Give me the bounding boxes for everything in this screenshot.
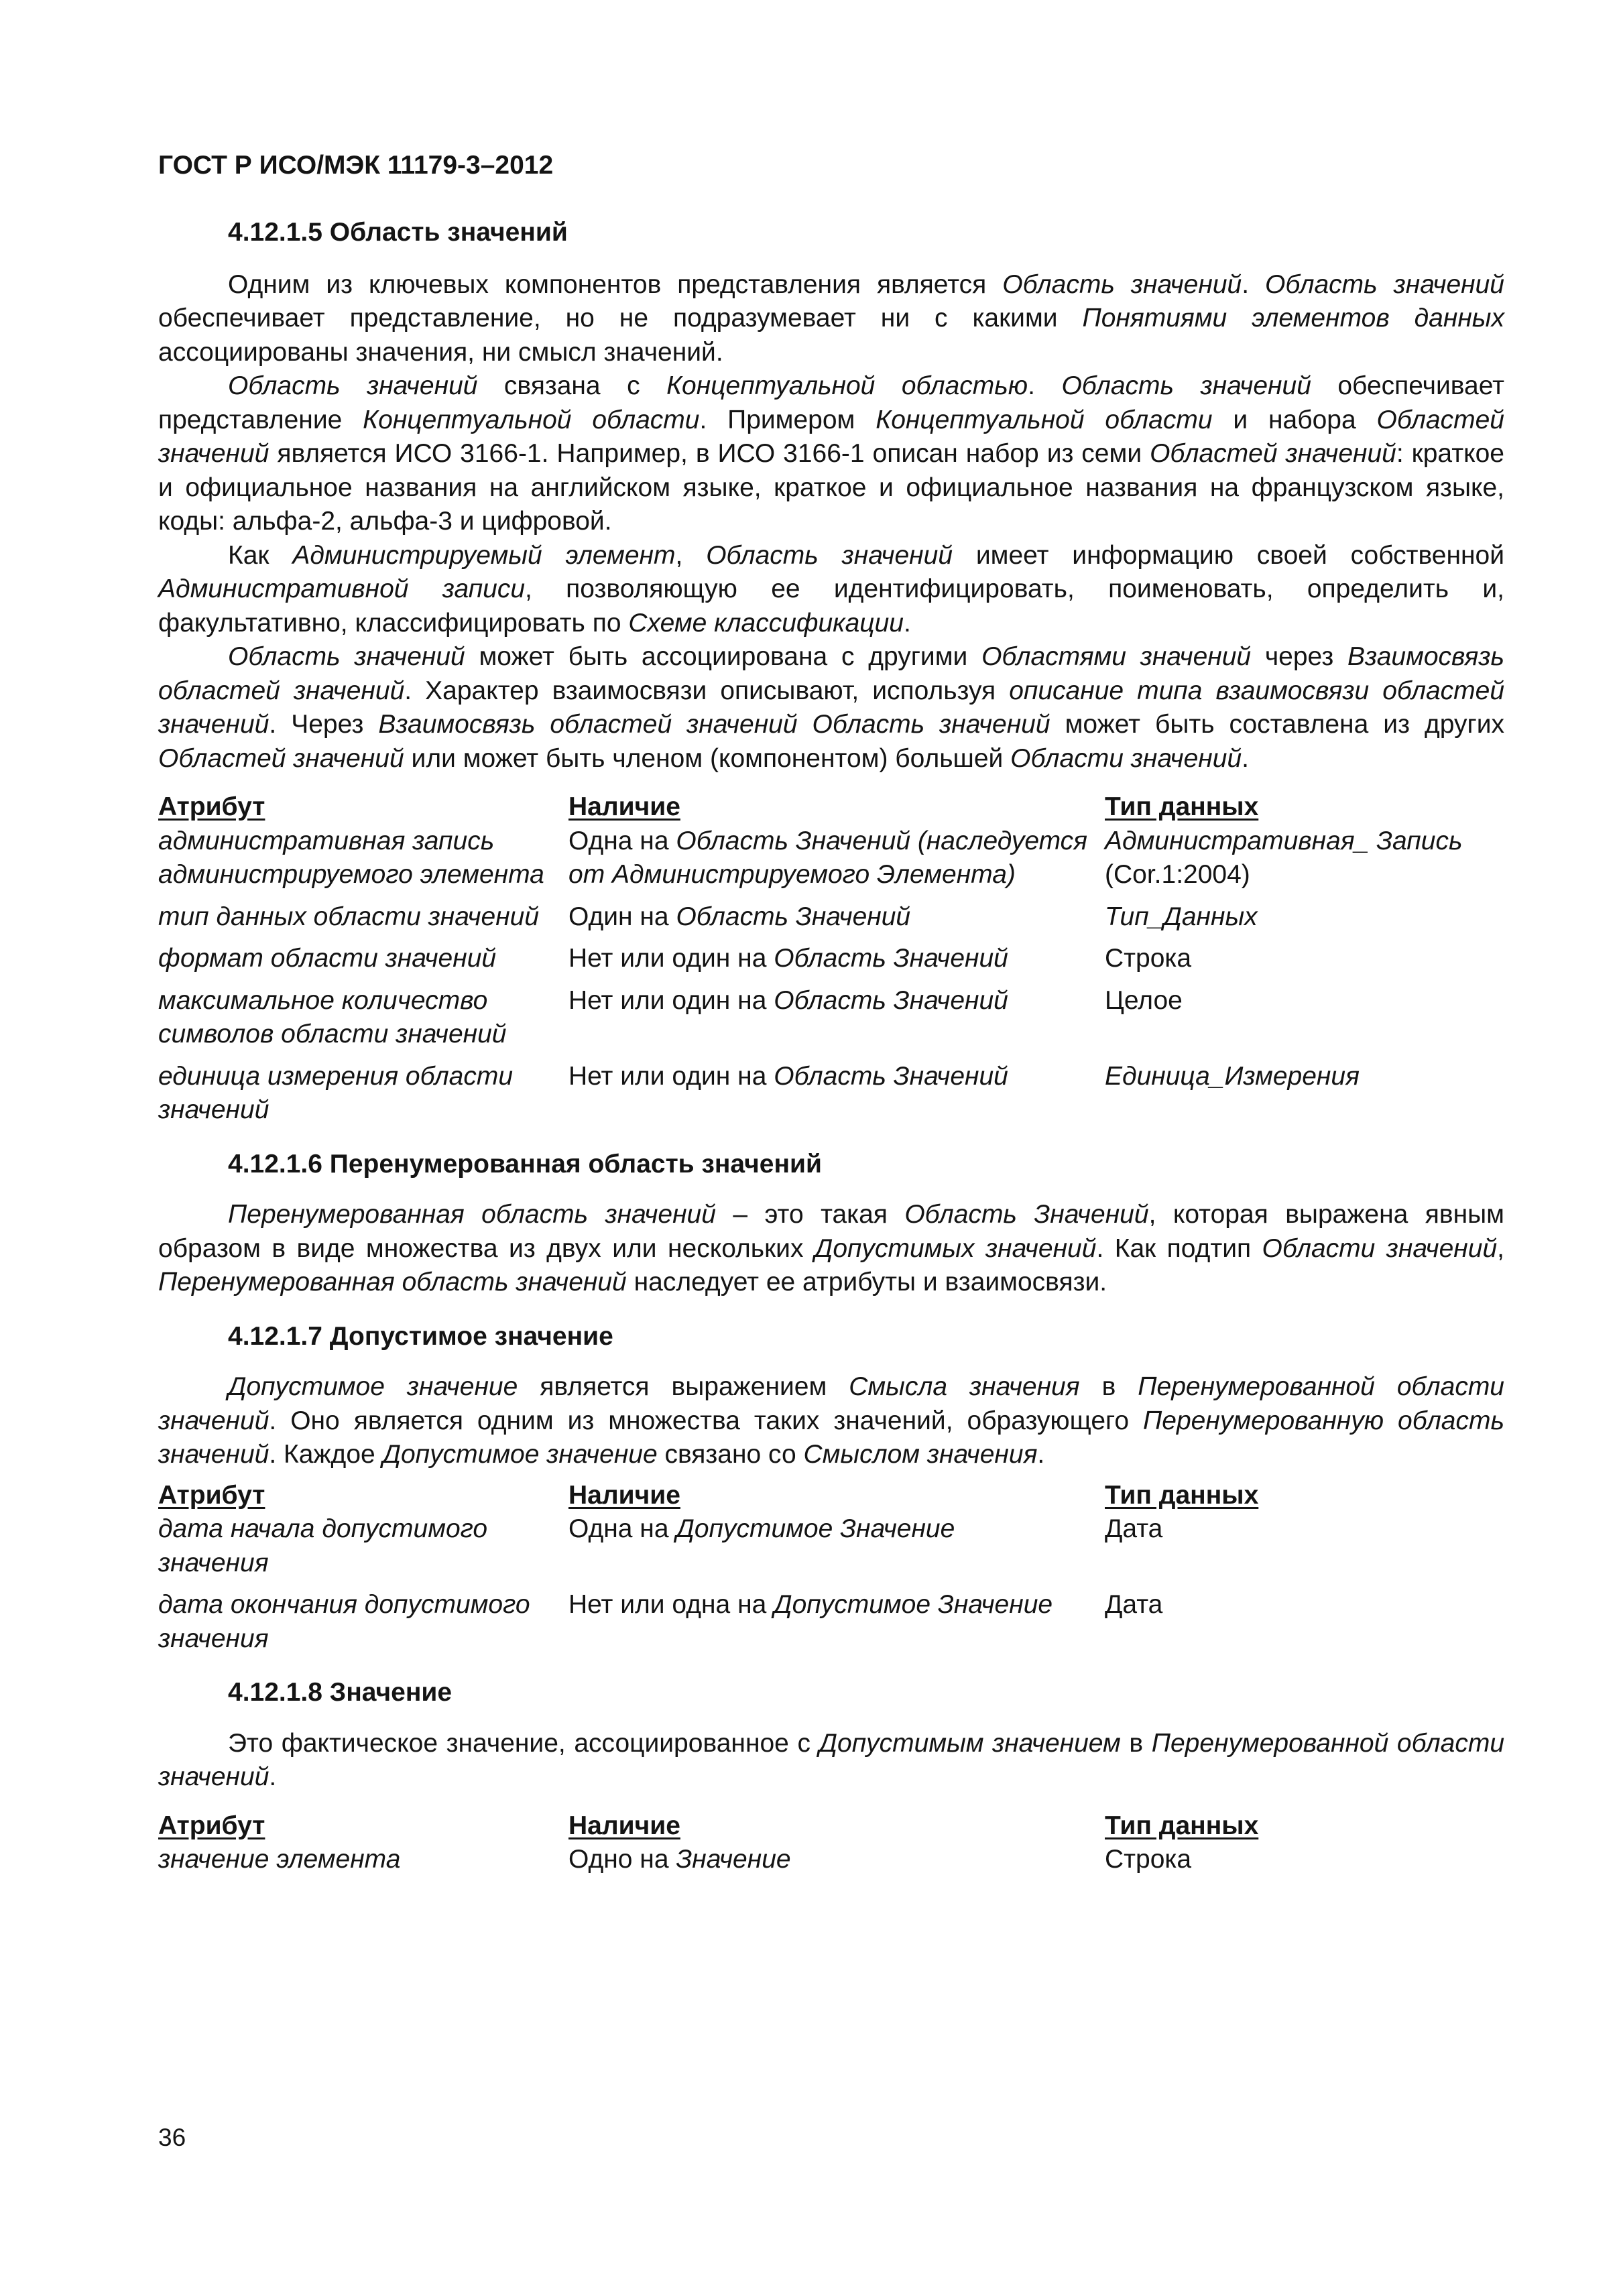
- italic-term: Смысла значения: [849, 1372, 1080, 1401]
- text-run: обеспечивает представление: [158, 371, 1504, 434]
- text-run: . Каждое: [269, 1440, 383, 1469]
- datatype-value: Тип_Данных: [1105, 902, 1258, 931]
- italic-term: Область Значений: [774, 1061, 1008, 1091]
- page-number: 36: [158, 2124, 186, 2151]
- italic-term: Область Значений: [774, 985, 1008, 1015]
- italic-term: Допустимое значение: [228, 1372, 518, 1401]
- table-row: [158, 1843, 1504, 1877]
- text-run: в: [1120, 1728, 1152, 1758]
- italic-term: Допустимое Значение: [774, 1590, 1053, 1619]
- italic-term: Допустимым значением: [819, 1728, 1121, 1758]
- text-run: является ИСО 3166-1. Например, в ИСО 3166-1 описан набор из семи: [269, 439, 1150, 468]
- column-header: Наличие: [568, 792, 680, 821]
- italic-term: Областей значений: [158, 405, 1504, 468]
- text-run: может быть составлена из других: [1050, 710, 1504, 739]
- datatype-note: (Cor.1:2004): [1105, 860, 1250, 889]
- table-row: [158, 1588, 1504, 1656]
- italic-term: Области значений: [1262, 1233, 1498, 1263]
- italic-term: Значение: [676, 1845, 791, 1874]
- paragraph: [158, 640, 1504, 776]
- table-row: [158, 984, 1504, 1052]
- italic-term: Область значений: [1002, 269, 1242, 299]
- table-row: [158, 1512, 1504, 1580]
- italic-term: Взаимосвязь областей значений: [158, 642, 1504, 705]
- text-run: Нет или один на: [568, 944, 774, 973]
- text-run: Нет или один на: [568, 1061, 774, 1091]
- datatype-cell: [1105, 942, 1504, 976]
- text-run: Одна на: [568, 826, 676, 855]
- datatype-value: Административная_ Запись: [1105, 826, 1463, 855]
- text-run: или может быть членом (компонентом) большей: [404, 743, 1011, 773]
- table-header-row: [158, 1479, 1504, 1513]
- presence-cell: [568, 825, 1105, 892]
- text-run: .: [1028, 371, 1062, 400]
- text-run: .: [1242, 269, 1266, 299]
- datatype-value: Строка: [1105, 944, 1192, 973]
- attribute-cell: административная запись администрируемого элемента: [158, 826, 544, 889]
- italic-term: Концептуальной области: [363, 405, 700, 434]
- document-page: [158, 149, 1504, 1877]
- attribute-cell: значение элемента: [158, 1845, 401, 1874]
- text-run: Нет или одна на: [568, 1590, 774, 1619]
- presence-cell: [568, 1060, 1105, 1128]
- section-title-4-12-1-7: 4.12.1.7 Допустимое значение: [228, 1321, 613, 1351]
- paragraph: [158, 369, 1504, 539]
- datatype-value: Дата: [1105, 1514, 1163, 1543]
- text-run: Как: [228, 540, 293, 570]
- italic-term: Область значений: [228, 371, 478, 400]
- column-header: Атрибут: [158, 792, 265, 821]
- text-run: Один на: [568, 902, 676, 931]
- attribute-cell: дата окончания допустимого значения: [158, 1590, 530, 1653]
- italic-term: Понятиями элементов данных: [1082, 304, 1504, 333]
- text-run: наследует ее атрибуты и взаимосвязи.: [626, 1268, 1107, 1296]
- datatype-cell: [1105, 1588, 1504, 1656]
- paragraph: [158, 539, 1504, 641]
- italic-term: Область значений: [228, 642, 465, 671]
- table-header-row: [158, 1809, 1504, 1844]
- presence-cell: [568, 1588, 1105, 1656]
- text-run: связано со: [657, 1440, 804, 1469]
- section-title-4-12-1-5: 4.12.1.5 Область значений: [228, 218, 568, 247]
- italic-term: Допустимое значение: [382, 1440, 658, 1469]
- datatype-cell: [1105, 1843, 1504, 1877]
- text-run: и набора: [1212, 405, 1377, 434]
- italic-term: Область Значений: [774, 944, 1008, 973]
- paragraph: [158, 1198, 1504, 1300]
- section-title-4-12-1-8: 4.12.1.8 Значение: [228, 1678, 453, 1707]
- datatype-value: Единица_Измерения: [1105, 1061, 1360, 1091]
- text-run: Одна на: [568, 1514, 676, 1543]
- text-run: может быть ассоциирована с другими: [465, 642, 982, 671]
- italic-term: Перенумерованная область значений: [158, 1268, 627, 1296]
- text-run: в: [1079, 1372, 1138, 1401]
- text-run: .: [1037, 1440, 1045, 1469]
- text-run: ,: [675, 540, 707, 570]
- italic-term: Область Значений (наследуется от Администрируемого Элемента): [568, 826, 1087, 889]
- text-run: ,: [1497, 1233, 1504, 1263]
- italic-term: Областей значений: [1150, 439, 1396, 468]
- datatype-value: Целое: [1105, 985, 1183, 1015]
- column-header: Наличие: [568, 1811, 680, 1840]
- datatype-cell: [1105, 1512, 1504, 1580]
- text-run: Одно на: [568, 1845, 676, 1874]
- text-run: .: [269, 1762, 277, 1791]
- attribute-table: [158, 790, 1504, 1128]
- attribute-cell: максимальное количество символов области значений: [158, 985, 507, 1048]
- paragraph: [158, 1370, 1504, 1472]
- italic-term: Область значений: [1265, 269, 1504, 299]
- italic-term: Концептуальной областью: [666, 371, 1028, 400]
- italic-term: Областями значений: [981, 642, 1252, 671]
- text-run: : краткое и официальное названия на английском языке, краткое и официальное названия на французском языке, коды: альфа-2, альфа-3 и цифровой.: [158, 439, 1504, 536]
- italic-term: Перенумерованная область значений: [228, 1200, 716, 1229]
- datatype-cell: [1105, 825, 1504, 892]
- column-header: Атрибут: [158, 1811, 265, 1840]
- datatype-value: Строка: [1105, 1845, 1192, 1874]
- text-run: связана с: [477, 371, 667, 400]
- text-run: является выражением: [518, 1372, 849, 1401]
- italic-term: Области значений: [1010, 743, 1242, 773]
- italic-term: Перенумерованной области значений: [158, 1728, 1505, 1791]
- italic-term: Административной записи: [158, 575, 526, 603]
- attribute-cell: тип данных области значений: [158, 902, 540, 931]
- text-run: . Характер взаимосвязи описывают, используя: [404, 676, 1010, 705]
- column-header: Наличие: [568, 1480, 680, 1510]
- section-title-4-12-1-6: 4.12.1.6 Перенумерованная область значений: [228, 1149, 822, 1179]
- text-run: ассоциированы значения, ни смысл значений.: [158, 337, 723, 367]
- column-header: Тип данных: [1105, 1480, 1259, 1510]
- italic-term: Администрируемый элемент: [292, 540, 676, 570]
- italic-term: Схеме классификации: [628, 608, 904, 638]
- table-row: [158, 1060, 1504, 1128]
- italic-term: Допустимых значений: [814, 1233, 1097, 1263]
- italic-term: Область Значений: [904, 1200, 1149, 1229]
- attribute-cell: единица измерения области значений: [158, 1061, 514, 1124]
- attribute-cell: дата начала допустимого значения: [158, 1514, 488, 1577]
- text-run: . Через: [269, 710, 379, 739]
- italic-term: Взаимосвязь областей значений Область значений: [378, 710, 1050, 739]
- text-run: Это фактическое значение, ассоциированное с: [228, 1728, 819, 1758]
- presence-cell: [568, 1512, 1105, 1580]
- text-run: обеспечивает представление, но не подразумевает ни с какими: [158, 304, 1083, 333]
- text-run: , которая выражена явным образом в виде множества из двух или нескольких: [158, 1200, 1504, 1263]
- datatype-cell: [1105, 1060, 1504, 1128]
- table-row: [158, 942, 1504, 976]
- italic-term: Концептуальной области: [876, 405, 1213, 434]
- italic-term: Область значений: [706, 540, 953, 570]
- text-run: через: [1251, 642, 1348, 671]
- text-run: . Оно является одним из множества таких значений, образующего: [269, 1406, 1144, 1435]
- italic-term: описание типа взаимосвязи областей значений: [158, 676, 1505, 739]
- italic-term: Перенумерованной области значений: [158, 1372, 1504, 1435]
- table-row: [158, 900, 1504, 934]
- column-header: Атрибут: [158, 1480, 265, 1510]
- presence-cell: [568, 1843, 1105, 1877]
- text-run: .: [903, 608, 911, 638]
- paragraph: [158, 1727, 1504, 1795]
- italic-term: Областей значений: [158, 743, 404, 773]
- text-run: , позволяющую ее идентифицировать, поименовать, определить и, факультативно, классифицировать по: [158, 575, 1504, 638]
- presence-cell: [568, 984, 1105, 1052]
- text-run: имеет информацию своей собственной: [953, 540, 1505, 570]
- attribute-cell: формат области значений: [158, 944, 497, 973]
- column-header: Тип данных: [1105, 1811, 1259, 1840]
- text-run: .: [1242, 743, 1249, 773]
- italic-term: Допустимое Значение: [676, 1514, 955, 1543]
- presence-cell: [568, 900, 1105, 934]
- paragraph: [158, 268, 1504, 370]
- attribute-table: [158, 1809, 1504, 1877]
- text-run: – это такая: [715, 1200, 905, 1229]
- table-row: [158, 825, 1504, 892]
- italic-term: Перенумерованную область значений: [158, 1406, 1504, 1469]
- text-run: . Как подтип: [1096, 1233, 1262, 1263]
- column-header: Тип данных: [1105, 792, 1259, 821]
- text-run: Одним из ключевых компонентов представления является: [228, 269, 1003, 299]
- datatype-value: Дата: [1105, 1590, 1163, 1619]
- document-header: ГОСТ Р ИСО/МЭК 11179-3–2012: [158, 151, 554, 180]
- text-run: . Примером: [699, 405, 876, 434]
- italic-term: Смыслом значения: [803, 1440, 1038, 1469]
- datatype-cell: [1105, 900, 1504, 934]
- italic-term: Область значений: [1061, 371, 1311, 400]
- italic-term: Область Значений: [676, 902, 911, 931]
- datatype-cell: [1105, 984, 1504, 1052]
- table-header-row: [158, 790, 1504, 825]
- presence-cell: [568, 942, 1105, 976]
- attribute-table: [158, 1479, 1504, 1656]
- text-run: Нет или один на: [568, 985, 774, 1015]
